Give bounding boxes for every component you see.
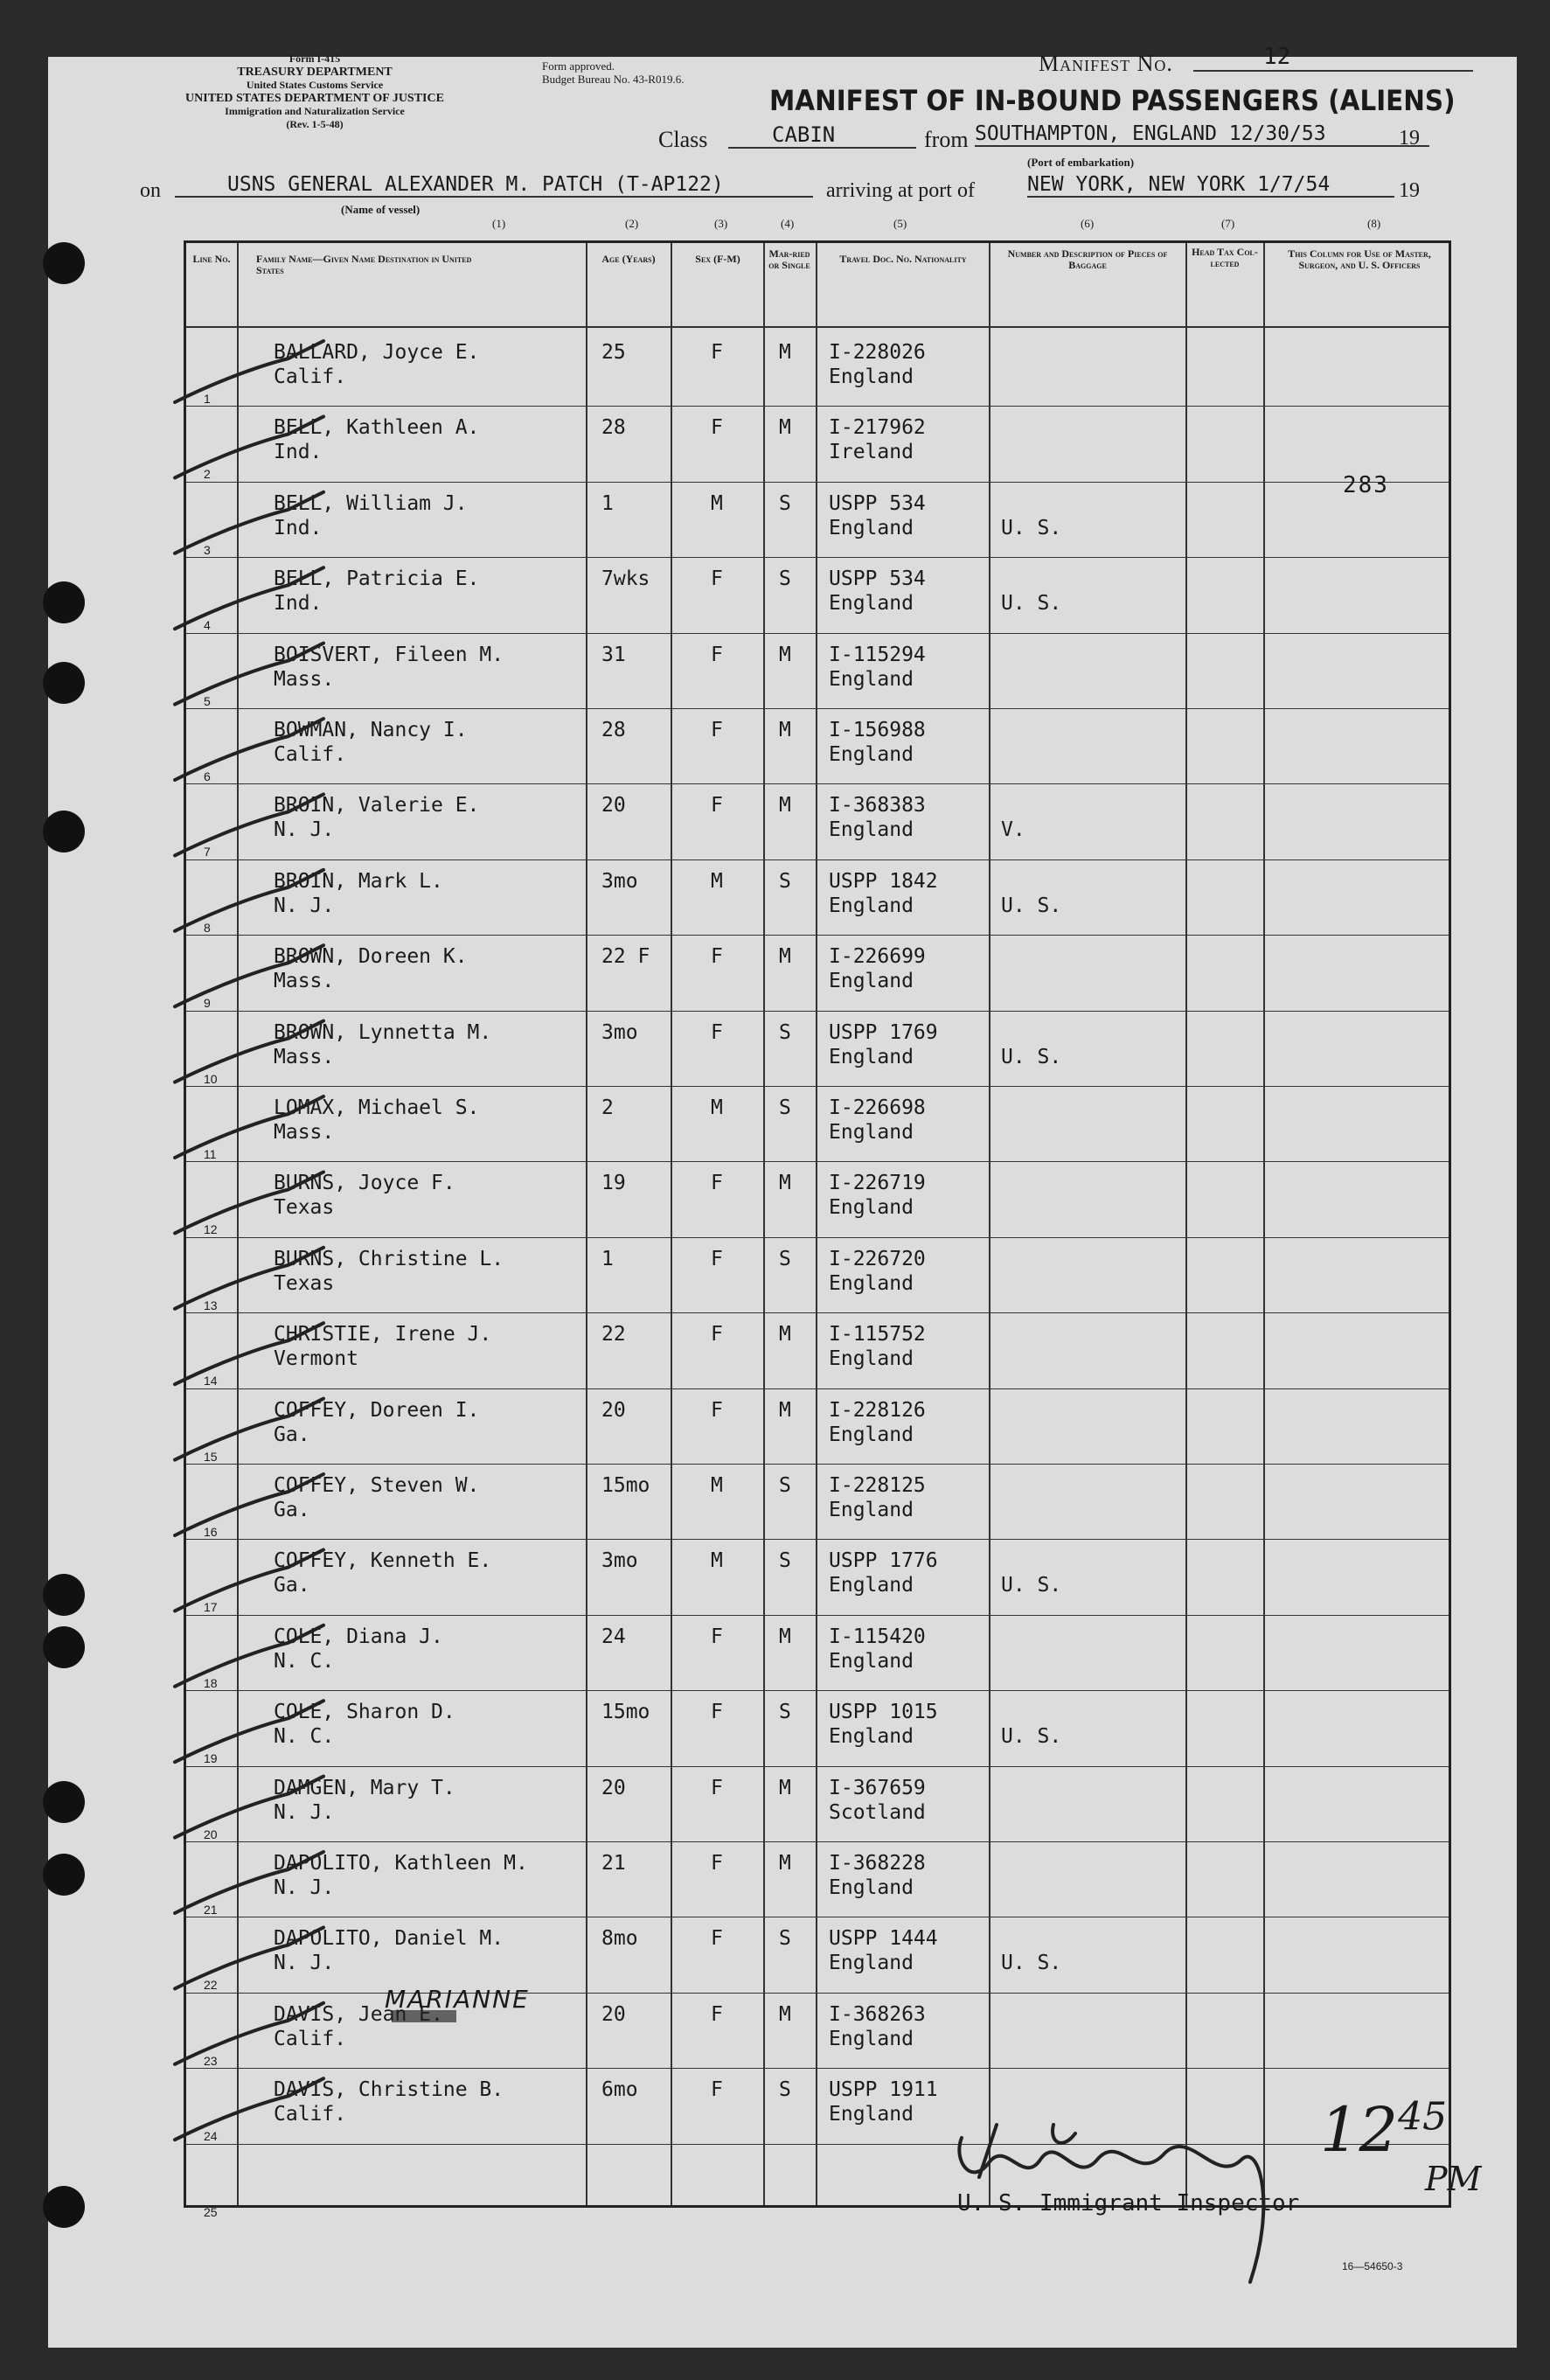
col-header-travel-doc: Travel Doc. No. Nationality (839, 253, 967, 265)
check-mark (175, 1021, 323, 1082)
line-number: 16 (204, 1525, 218, 1539)
passenger-destination: N. J. (274, 1800, 335, 1824)
passenger-age: 21 (601, 1852, 626, 1875)
line-number: 22 (204, 1978, 218, 1993)
form-number: Form I-415 (288, 52, 341, 65)
arriving-label: arriving at port of (826, 179, 975, 202)
travel-doc-no: I-368228 (829, 1852, 926, 1875)
revision: (Rev. 1-5-48) (286, 118, 344, 130)
passenger-marital: M (779, 1323, 791, 1347)
passenger-marital: M (779, 416, 791, 440)
handwritten-name-correction: MARIANNE (385, 1985, 530, 2014)
passenger-sex: F (711, 416, 723, 440)
form-approved-text: Form approved. (542, 59, 615, 73)
passenger-name: BELL, Patricia E. (274, 567, 480, 591)
passenger-marital: M (779, 1852, 791, 1875)
passenger-marital: S (779, 2078, 791, 2102)
nationality: England (829, 1271, 914, 1295)
nationality: England (829, 365, 914, 388)
check-mark (175, 1248, 323, 1309)
passenger-name: DAPOLITO, Kathleen M. (274, 1852, 528, 1875)
travel-doc-no: USPP 1776 (829, 1549, 938, 1573)
passenger-destination: Mass. (274, 667, 335, 691)
col-header-name: Family Name—Given Name Destination in United States (256, 253, 472, 276)
passenger-age: 3mo (601, 1549, 638, 1573)
col-header-officers: This Column for Use of Master, Surgeon, and U. S. Officers (1288, 247, 1431, 271)
from-label: from (924, 127, 969, 152)
passenger-destination: Texas (274, 1196, 335, 1220)
passenger-sex: F (711, 1852, 723, 1875)
travel-doc-no: I-115752 (829, 1323, 926, 1347)
check-mark (175, 1777, 323, 1838)
passenger-destination: N. J. (274, 894, 335, 917)
passenger-destination: Ind. (274, 441, 323, 464)
nationality: England (829, 1045, 914, 1068)
nationality: England (829, 743, 914, 766)
passenger-name: COFFEY, Steven W. (274, 1474, 480, 1497)
passenger-sex: M (711, 1474, 723, 1497)
line-number: 13 (204, 1298, 218, 1312)
line-number: 10 (204, 1071, 218, 1086)
line-number: 1 (204, 392, 211, 406)
passenger-sex: F (711, 2078, 723, 2102)
nationality: Scotland (829, 1800, 926, 1824)
check-mark (175, 870, 323, 931)
nationality: England (829, 894, 914, 917)
passenger-age: 24 (601, 1625, 626, 1648)
nationality: England (829, 1574, 914, 1597)
check-mark (175, 1927, 323, 1988)
column-number: (4) (781, 217, 795, 230)
line-number: 17 (204, 1600, 218, 1615)
passenger-name: BROWN, Doreen K. (274, 945, 468, 969)
baggage: V. (1001, 818, 1025, 842)
col-header-line: Line No. (192, 253, 231, 265)
passenger-sex: F (711, 719, 723, 741)
check-mark (175, 1852, 323, 1913)
travel-doc-no: I-217962 (829, 416, 926, 440)
travel-doc-no: USPP 1444 (829, 1927, 938, 1951)
passenger-marital: S (779, 1096, 791, 1119)
nationality: England (829, 516, 914, 539)
passenger-sex: F (711, 643, 723, 666)
check-mark (175, 416, 323, 477)
passenger-destination: Vermont (274, 1347, 358, 1371)
passenger-sex: M (711, 1096, 723, 1119)
check-mark (175, 1399, 323, 1460)
passenger-destination: Ga. (274, 1574, 310, 1597)
check-mark (175, 341, 323, 402)
travel-doc-no: USPP 534 (829, 567, 926, 591)
line-number: 11 (204, 1147, 217, 1161)
form-code: 16—54650-3 (1342, 2260, 1403, 2272)
passenger-marital: M (779, 1625, 791, 1648)
passenger-age: 25 (601, 341, 626, 364)
passenger-age: 20 (601, 2002, 626, 2026)
line-number: 3 (204, 542, 211, 557)
passenger-age: 15mo (601, 1474, 650, 1497)
year-prefix: 19 (1399, 127, 1420, 150)
passenger-marital: S (779, 491, 791, 515)
passenger-destination: Calif. (274, 743, 347, 766)
passenger-name: BROWN, Lynnetta M. (274, 1020, 492, 1044)
nationality: Ireland (829, 441, 914, 464)
nationality: England (829, 1499, 914, 1521)
check-mark (175, 644, 323, 705)
passenger-marital: M (779, 1776, 791, 1799)
passenger-marital: S (779, 1927, 791, 1951)
travel-doc-no: USPP 1769 (829, 1020, 938, 1044)
nationality: England (829, 2103, 914, 2126)
passenger-marital: M (779, 719, 791, 741)
passenger-marital: S (779, 869, 791, 893)
travel-doc-no: USPP 1015 (829, 1701, 938, 1724)
passenger-name: BROIN, Mark L. (274, 869, 443, 893)
travel-doc-no: I-226720 (829, 1247, 926, 1270)
line-number: 12 (204, 1222, 218, 1237)
manifest-no-value: 12 (1193, 44, 1473, 72)
line-number: 8 (204, 920, 211, 935)
col-header-age: Age (Years) (601, 253, 656, 265)
nationality: England (829, 1196, 914, 1220)
line-number: 5 (204, 693, 211, 708)
check-mark (175, 719, 323, 780)
passenger-name: BROIN, Valerie E. (274, 794, 480, 818)
passenger-destination: Ind. (274, 516, 323, 539)
check-mark (175, 1625, 323, 1687)
passenger-name: LOMAX, Michael S. (274, 1096, 480, 1119)
passenger-name: BURNS, Christine L. (274, 1247, 504, 1270)
passenger-age: 19 (601, 1172, 626, 1195)
passenger-age: 28 (601, 416, 626, 440)
nationality: England (829, 1347, 914, 1371)
column-number: (6) (1081, 217, 1095, 230)
check-mark (175, 945, 323, 1006)
line-number: 25 (204, 2204, 218, 2219)
passenger-sex: F (711, 341, 723, 364)
nationality: England (829, 592, 914, 616)
justice-dept: UNITED STATES DEPARTMENT OF JUSTICE (185, 92, 444, 105)
check-mark (175, 1701, 323, 1762)
nationality: England (829, 1876, 914, 1899)
line-number: 15 (204, 1449, 218, 1464)
line-number: 2 (204, 467, 211, 482)
baggage: U. S. (1001, 1952, 1062, 1975)
passenger-age: 7wks (601, 567, 650, 591)
embarkation-value: SOUTHAMPTON, ENGLAND 12/30/53 (975, 122, 1429, 147)
travel-doc-no: I-226698 (829, 1096, 926, 1119)
nationality: England (829, 970, 914, 993)
line-number: 23 (204, 2053, 218, 2068)
time-minutes: 45 (1398, 2094, 1448, 2140)
column-number: (5) (893, 217, 907, 230)
passenger-marital: M (779, 341, 791, 364)
baggage: U. S. (1001, 1045, 1062, 1068)
passenger-marital: S (779, 1474, 791, 1497)
passenger-age: 6mo (601, 2078, 638, 2102)
travel-doc-no: I-228126 (829, 1398, 926, 1422)
travel-doc-no: USPP 1842 (829, 869, 938, 893)
line-number: 9 (204, 996, 211, 1011)
vessel-value: USNS GENERAL ALEXANDER M. PATCH (T-AP122) (175, 173, 813, 198)
passenger-name: DAVIS, Jean E. (274, 2002, 443, 2026)
passenger-sex: F (711, 1323, 723, 1347)
passenger-name: BURNS, Joyce F. (274, 1172, 455, 1195)
baggage: U. S. (1001, 1574, 1062, 1597)
passenger-age: 28 (601, 719, 626, 741)
budget-bureau-text: Budget Bureau No. 43-R019.6. (542, 73, 685, 86)
nationality: England (829, 1121, 914, 1144)
passenger-sex: M (711, 491, 723, 515)
check-mark (175, 2003, 323, 2064)
passenger-sex: F (711, 945, 723, 969)
line-number: 21 (204, 1903, 218, 1917)
passenger-age: 22 (601, 1323, 626, 1347)
passenger-destination: Mass. (274, 970, 335, 993)
passenger-name: DAMGEN, Mary T. (274, 1776, 455, 1799)
passenger-sex: F (711, 567, 723, 591)
passenger-marital: M (779, 1172, 791, 1195)
line-number: 19 (204, 1751, 218, 1766)
line-number: 18 (204, 1675, 218, 1690)
passenger-destination: N. J. (274, 1876, 335, 1899)
column-number: (1) (492, 217, 506, 230)
passenger-name: BALLARD, Joyce E. (274, 341, 480, 364)
nationality: England (829, 1725, 914, 1749)
passenger-marital: M (779, 794, 791, 818)
passenger-name: COLE, Sharon D. (274, 1701, 455, 1724)
check-mark (175, 1474, 323, 1535)
passenger-destination: Ga. (274, 1499, 310, 1521)
passenger-marital: S (779, 1701, 791, 1724)
passenger-name: COLE, Diana J. (274, 1625, 443, 1648)
nationality: England (829, 1423, 914, 1446)
passenger-destination: N. C. (274, 1725, 335, 1749)
arrival-value: NEW YORK, NEW YORK 1/7/54 (1027, 173, 1394, 198)
passenger-sex: F (711, 1172, 723, 1195)
passenger-age: 22 F (601, 945, 650, 969)
travel-doc-no: I-228125 (829, 1474, 926, 1497)
passenger-age: 1 (601, 491, 614, 515)
travel-doc-no: I-115294 (829, 643, 926, 666)
line-number: 6 (204, 769, 211, 783)
line-number: 14 (204, 1374, 218, 1388)
passenger-sex: F (711, 1927, 723, 1951)
passenger-age: 8mo (601, 1927, 638, 1951)
passenger-destination: Texas (274, 1271, 335, 1295)
passenger-age: 20 (601, 794, 626, 818)
check-mark (175, 1549, 323, 1611)
inspector-label: U. S. Immigrant Inspector (957, 2190, 1300, 2216)
col-header-head-tax: Head Tax Col-lected (1192, 246, 1258, 269)
passenger-marital: M (779, 945, 791, 969)
column-number: (7) (1221, 217, 1235, 230)
check-mark (175, 1096, 323, 1158)
passenger-sex: M (711, 1549, 723, 1573)
passenger-sex: F (711, 794, 723, 818)
nationality: England (829, 1649, 914, 1673)
line-number: 20 (204, 1827, 218, 1841)
passenger-sex: F (711, 1776, 723, 1799)
officer-note: 283 (1343, 472, 1389, 498)
check-mark (175, 567, 323, 629)
check-mark (175, 492, 323, 553)
passenger-destination: Mass. (274, 1045, 335, 1068)
passenger-sex: F (711, 1247, 723, 1270)
vessel-label: (Name of vessel) (341, 203, 421, 216)
page-title: MANIFEST OF IN-BOUND PASSENGERS (ALIENS) (769, 84, 1456, 117)
check-mark (175, 2078, 323, 2140)
travel-doc-no: I-228026 (829, 341, 926, 364)
passenger-name: COFFEY, Doreen I. (274, 1398, 480, 1422)
passenger-age: 3mo (601, 869, 638, 893)
class-label: Class (658, 127, 708, 152)
passenger-name: BELL, Kathleen A. (274, 416, 480, 440)
passenger-destination: Mass. (274, 1121, 335, 1144)
check-mark (175, 1172, 323, 1233)
nationality: England (829, 818, 914, 842)
line-number: 4 (204, 618, 211, 633)
passenger-sex: F (711, 1625, 723, 1648)
passenger-age: 31 (601, 643, 626, 666)
check-mark (175, 1323, 323, 1384)
port-embarkation-label: (Port of embarkation) (1027, 156, 1135, 169)
baggage: U. S. (1001, 516, 1062, 539)
travel-doc-no: I-115420 (829, 1625, 926, 1648)
passenger-marital: M (779, 2002, 791, 2026)
travel-doc-no: I-368263 (829, 2002, 926, 2026)
baggage: U. S. (1001, 1725, 1062, 1749)
class-value: CABIN (728, 122, 916, 149)
travel-doc-no: USPP 534 (829, 491, 926, 515)
passenger-destination: Ind. (274, 592, 323, 616)
passenger-sex: F (711, 1020, 723, 1044)
passenger-sex: F (711, 2002, 723, 2026)
passenger-age: 3mo (601, 1020, 638, 1044)
passenger-name: CHRISTIE, Irene J. (274, 1323, 492, 1347)
on-label: on (140, 179, 161, 202)
passenger-age: 15mo (601, 1701, 650, 1724)
baggage: U. S. (1001, 592, 1062, 616)
passenger-destination: N. J. (274, 818, 335, 842)
passenger-marital: M (779, 643, 791, 666)
column-number: (8) (1367, 217, 1381, 230)
col-header-married: Mar-ried or Single (768, 247, 810, 271)
passenger-destination: N. J. (274, 1952, 335, 1975)
col-header-baggage: Number and Description of Pieces of Baggage (1007, 247, 1168, 271)
passenger-name: BOISVERT, Fileen M. (274, 643, 504, 666)
handwritten-pm: PM (1425, 2160, 1482, 2198)
passenger-marital: S (779, 1020, 791, 1044)
passenger-destination: Calif. (274, 2103, 347, 2126)
passenger-age: 1 (601, 1247, 614, 1270)
passenger-marital: S (779, 1549, 791, 1573)
passenger-destination: Calif. (274, 2027, 347, 2050)
travel-doc-no: I-226699 (829, 945, 926, 969)
time-hour: 12 (1320, 2094, 1399, 2166)
travel-doc-no: USPP 1911 (829, 2078, 938, 2102)
passenger-sex: F (711, 1701, 723, 1724)
customs-service: United States Customs Service (246, 79, 384, 91)
travel-doc-no: I-156988 (829, 719, 926, 741)
col-header-sex: Sex (F-M) (695, 253, 740, 265)
passenger-name: BELL, William J. (274, 491, 468, 515)
passenger-age: 20 (601, 1776, 626, 1799)
column-number: (3) (714, 217, 728, 230)
passenger-age: 2 (601, 1096, 614, 1119)
line-number: 7 (204, 845, 211, 859)
column-number: (2) (625, 217, 639, 230)
passenger-name: BOWMAN, Nancy I. (274, 719, 468, 741)
travel-doc-no: I-367659 (829, 1776, 926, 1799)
passenger-destination: Calif. (274, 365, 347, 388)
baggage: U. S. (1001, 894, 1062, 917)
nationality: England (829, 2027, 914, 2050)
passenger-marital: S (779, 567, 791, 591)
nationality: England (829, 1952, 914, 1975)
passenger-destination: Ga. (274, 1423, 310, 1446)
ins-service: Immigration and Naturalization Service (225, 105, 405, 117)
passenger-name: DAPOLITO, Daniel M. (274, 1927, 504, 1951)
passenger-name: DAVIS, Christine B. (274, 2078, 504, 2102)
year-prefix: 19 (1399, 179, 1420, 202)
treasury-dept: TREASURY DEPARTMENT (237, 66, 393, 79)
inspector-signature (959, 2125, 1263, 2282)
passenger-age: 20 (601, 1398, 626, 1422)
travel-doc-no: I-368383 (829, 794, 926, 818)
passenger-marital: M (779, 1398, 791, 1422)
passenger-destination: N. C. (274, 1649, 335, 1673)
passenger-marital: S (779, 1247, 791, 1270)
line-number: 24 (204, 2129, 218, 2144)
passenger-name: COFFEY, Kenneth E. (274, 1549, 492, 1573)
manifest-no-label: Manifest No. (1039, 51, 1173, 76)
travel-doc-no: I-226719 (829, 1172, 926, 1195)
passenger-sex: F (711, 1398, 723, 1422)
passenger-sex: M (711, 869, 723, 893)
nationality: England (829, 667, 914, 691)
check-mark (175, 794, 323, 855)
